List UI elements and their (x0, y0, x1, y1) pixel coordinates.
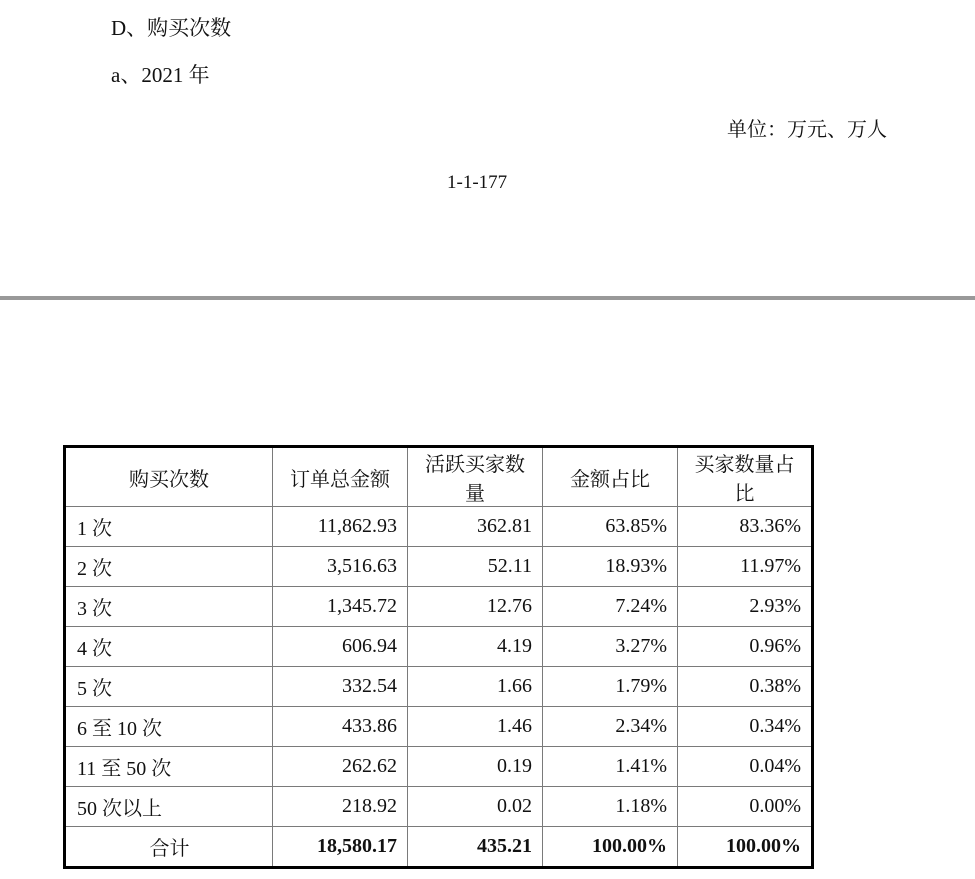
cell-order-total: 1,345.72 (273, 587, 408, 627)
cell-order-total: 3,516.63 (273, 547, 408, 587)
header-buyer-share: 买家数量占比 (678, 447, 813, 507)
table-row (65, 587, 813, 627)
cell-buyer-share: 2.93% (678, 587, 813, 627)
cell-active-buyers: 4.19 (408, 627, 543, 667)
total-amount-share: 100.00% (543, 827, 678, 868)
table-row (65, 507, 813, 547)
table-row (65, 627, 813, 667)
cell-purchase-count: 50 次以上 (65, 787, 273, 827)
cell-amount-share: 63.85% (543, 507, 678, 547)
cell-buyer-share: 0.00% (678, 787, 813, 827)
cell-purchase-count: 5 次 (65, 667, 273, 707)
unit-note: 单位：万元、万人 (727, 119, 887, 141)
table-row (65, 707, 813, 747)
cell-purchase-count: 11 至 50 次 (65, 747, 273, 787)
cell-active-buyers: 0.02 (408, 787, 543, 827)
table-row (65, 747, 813, 787)
header-order-total: 订单总金额 (273, 447, 408, 507)
cell-amount-share: 18.93% (543, 547, 678, 587)
section-heading: D、购买次数 (111, 16, 232, 40)
table-row (65, 667, 813, 707)
table-row (65, 787, 813, 827)
cell-order-total: 262.62 (273, 747, 408, 787)
header-amount-share: 金额占比 (543, 447, 678, 507)
cell-purchase-count: 6 至 10 次 (65, 707, 273, 747)
sub-heading: a、2021 年 (111, 63, 210, 87)
total-active-buyers: 435.21 (408, 827, 543, 868)
page-divider (0, 296, 975, 300)
cell-buyer-share: 0.34% (678, 707, 813, 747)
cell-active-buyers: 362.81 (408, 507, 543, 547)
cell-active-buyers: 12.76 (408, 587, 543, 627)
cell-active-buyers: 0.19 (408, 747, 543, 787)
cell-order-total: 11,862.93 (273, 507, 408, 547)
cell-buyer-share: 83.36% (678, 507, 813, 547)
cell-buyer-share: 0.96% (678, 627, 813, 667)
cell-buyer-share: 0.38% (678, 667, 813, 707)
cell-order-total: 433.86 (273, 707, 408, 747)
cell-purchase-count: 2 次 (65, 547, 273, 587)
page-number: 1-1-177 (447, 172, 508, 193)
total-buyer-share: 100.00% (678, 827, 813, 868)
cell-order-total: 606.94 (273, 627, 408, 667)
cell-active-buyers: 52.11 (408, 547, 543, 587)
cell-amount-share: 1.41% (543, 747, 678, 787)
cell-buyer-share: 0.04% (678, 747, 813, 787)
table-row (65, 547, 813, 587)
cell-order-total: 332.54 (273, 667, 408, 707)
cell-active-buyers: 1.46 (408, 707, 543, 747)
cell-purchase-count: 4 次 (65, 627, 273, 667)
total-label: 合计 (65, 827, 273, 868)
cell-purchase-count: 3 次 (65, 587, 273, 627)
cell-amount-share: 7.24% (543, 587, 678, 627)
cell-amount-share: 1.18% (543, 787, 678, 827)
table-header-row (65, 447, 813, 507)
total-order-amount: 18,580.17 (273, 827, 408, 868)
purchase-frequency-table (63, 445, 814, 869)
cell-active-buyers: 1.66 (408, 667, 543, 707)
header-purchase-count: 购买次数 (65, 447, 273, 507)
cell-amount-share: 3.27% (543, 627, 678, 667)
cell-amount-share: 2.34% (543, 707, 678, 747)
cell-purchase-count: 1 次 (65, 507, 273, 547)
table-total-row (65, 827, 813, 868)
cell-amount-share: 1.79% (543, 667, 678, 707)
cell-buyer-share: 11.97% (678, 547, 813, 587)
cell-order-total: 218.92 (273, 787, 408, 827)
header-active-buyers: 活跃买家数量 (408, 447, 543, 507)
